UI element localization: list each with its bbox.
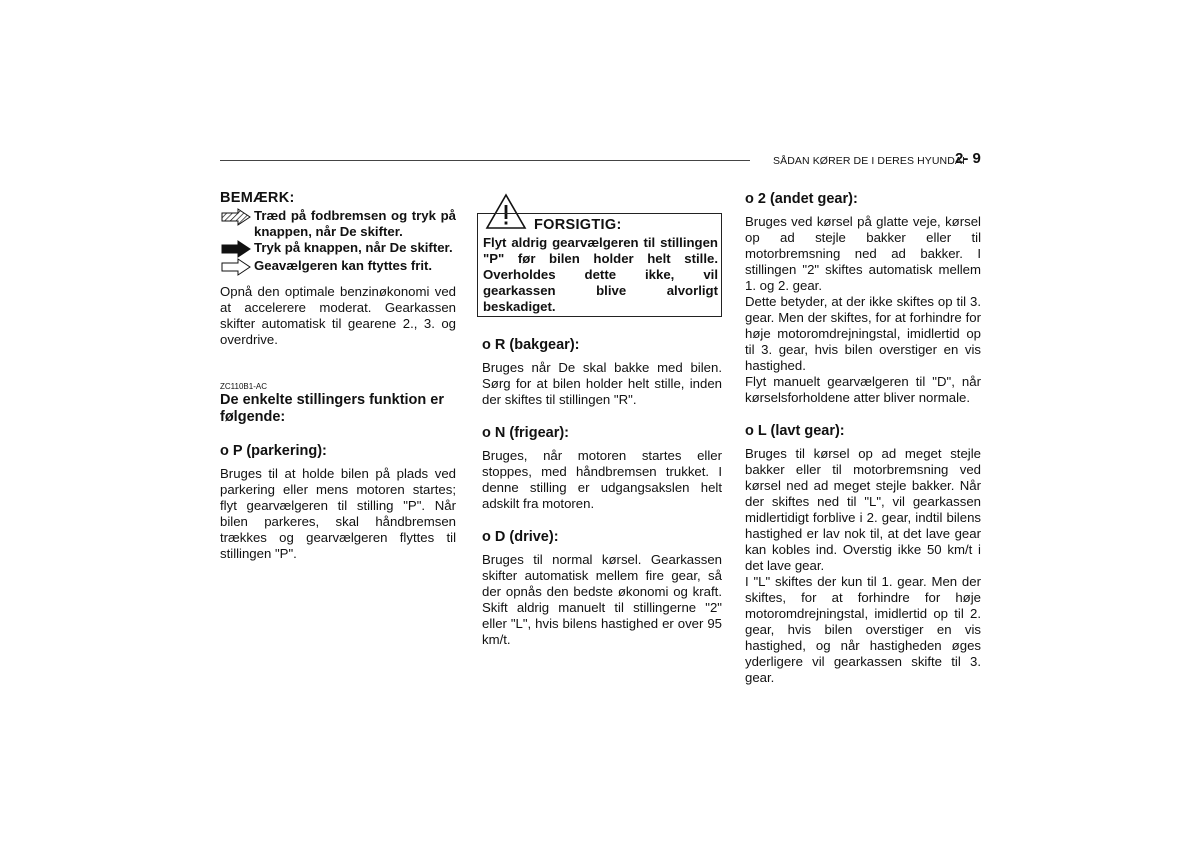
section-text-la: Bruges til kørsel op ad meget stejle bakker eller til motorbremsning ved kørsel ned ad meget stejle bakker. Når der skiftes ned til "L", vil gearkassen midlertidigt forblive i 2. gear, indtil bilens hastighed er lav nok til, at det lave gear kan kobles ind. Overstig ikke 50 km/t i det lave gear. [745,446,981,573]
column-middle [482,322,722,648]
page-number: 2- 9 [955,150,981,167]
functions-heading: De enkelte stillingers funktion er følgende: [220,392,444,425]
intro-paragraph: Opnå den optimale benzinøkonomi ved at accelerere moderat. Gearkassen skifter automatisk til gearene 2., 3. og overdrive. [220,284,456,347]
section-heading-2: o 2 (andet gear): [745,191,858,207]
solid-arrow-icon [220,240,254,258]
note-item [220,258,456,276]
note-text: Geavælgeren kan ftyttes frit. [254,258,433,273]
section-text-n: Bruges, når motoren startes eller stoppes, med håndbremsen trukket. I denne stilling er udgangsakslen helt adskilt fra motoren. [482,448,722,511]
note-text: Træd på fodbremsen og tryk på knappen, når De skifter. [254,208,456,239]
reference-code: ZC110B1-AC [220,382,267,391]
section-heading-l: o L (lavt gear): [745,423,845,439]
hatched-arrow-icon [220,208,254,226]
note-heading: BEMÆRK: [220,190,295,206]
section-text-p: Bruges til at holde bilen på plads ved parkering eller mens motoren startes; flyt gearvælgeren til stilling "P". Når bilen parkeres, skal håndbremsen trækkes og gearvælgeren flyttes til stillingen "P". [220,466,456,561]
caution-text: Flyt aldrig gearvælgeren til stillingen "P" før bilen holder helt stille. Overholdes dette ikke, vil gearkassen blive alvorligt beskadiget. [483,235,718,314]
section-text-2a: Bruges ved kørsel på glatte veje, kørsel op ad stejle bakker eller til motorbremsning ned ad bakker. I stillingen "2" skiftes automatisk mellem 1. og 2. gear. [745,214,981,293]
section-heading-r: o R (bakgear): [482,337,580,353]
section-text-2c: Flyt manuelt gearvælgeren til "D", når kørselsforholdene atter bliver normale. [745,374,981,405]
section-heading-d: o D (drive): [482,529,559,545]
note-item [220,240,456,258]
note-text: Tryk på knappen, når De skifter. [254,240,453,255]
section-heading-p: o P (parkering): [220,443,327,459]
running-header: SÅDAN KØRER DE I DERES HYUNDAI [773,155,966,167]
section-heading-n: o N (frigear): [482,425,569,441]
section-text-d: Bruges til normal kørsel. Gearkassen skifter automatisk mellem fire gear, så der opnås den bedste økonomi og kraft. Skift aldrig manuelt til stillingerne "2" eller "L", hvis bilens hastighed er over 95 km/t. [482,552,722,647]
column-left [220,190,456,562]
column-right [745,190,981,686]
note-item [220,208,456,240]
section-text-lb: I "L" skiftes der kun til 1. gear. Men der skiftes, for at forhindre for høje motoromdrejningstal, imidlertid op til 2. gear, hvis bilen overstiger en vis hastighed, og når hastigheden øges yderligere vil gearkassen skifte til 3. gear. [745,574,981,685]
header-rule [220,160,750,161]
outline-arrow-icon [220,258,254,276]
section-text-2b: Dette betyder, at der ikke skiftes op til 3. gear. Men der skiftes, for at forhindre for høje motoromdrejningstal, imidlertid op til 3. gear, hvis bilen overstiger en vis hastighed. [745,294,981,373]
section-text-r: Bruges når De skal bakke med bilen. Sørg for at bilen holder helt stille, inden der skiftes til stillingen "R". [482,360,722,407]
caution-title: FORSIGTIG: [534,217,622,233]
